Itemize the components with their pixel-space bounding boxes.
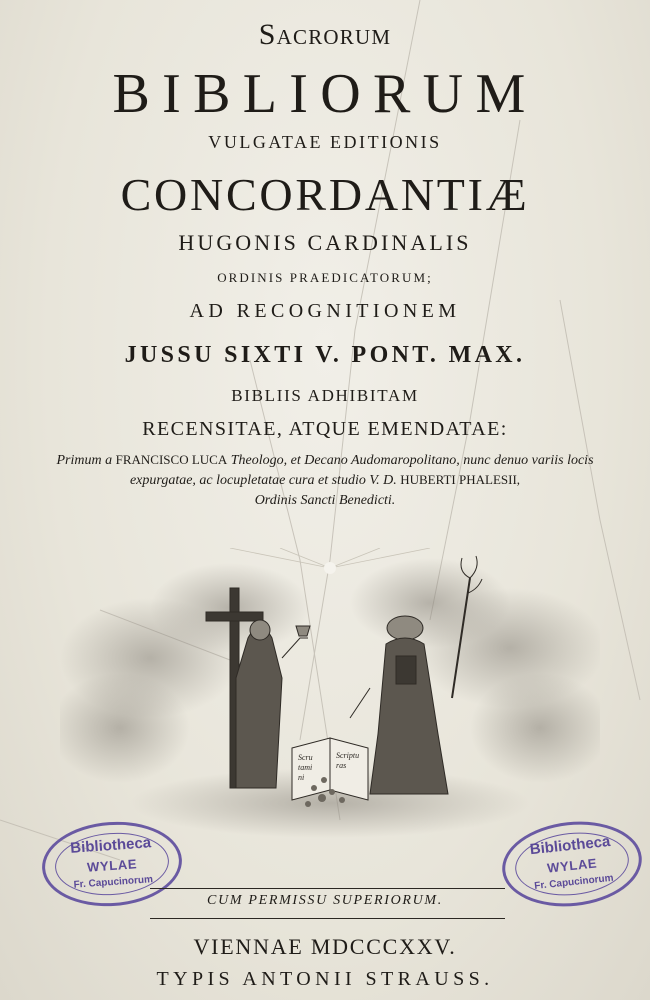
title-line-hugonis: HUGONIS CARDINALIS	[178, 230, 472, 255]
stamp-left-line-1: Bibliotheca	[69, 834, 152, 857]
stamp-right-line-3: Fr. Capucinorum	[533, 872, 615, 893]
book-word-left-3: ni	[298, 773, 305, 782]
title-line-vulgatae: VULGATAE EDITIONIS	[208, 132, 442, 152]
imprint-printer: TYPIS ANTONII STRAUSS.	[156, 968, 494, 990]
title-line-bibliorum: BIBLIORUM	[112, 63, 538, 125]
editor-line-2: expurgatae, ac locupletatae cura et studio V. D. HUBERTI PHALESII,	[129, 472, 521, 488]
rule-bottom	[150, 918, 505, 919]
stamp-left-line-3: Fr. Capucinorum	[73, 874, 154, 891]
rule-top	[150, 888, 505, 889]
title-line-sacrorum: Sacrorum	[258, 18, 392, 51]
book-word-left-1: Scru	[298, 753, 313, 762]
title-line-jussu-sixti: JUSSU SIXTI V. PONT. MAX.	[124, 342, 526, 368]
editor-line-3: Ordinis Sancti Benedicti.	[254, 493, 396, 508]
cloud-shapes	[60, 558, 600, 838]
title-line-ordinis: ORDINIS PRAEDICATORUM;	[217, 270, 433, 285]
imprint-place-date: VIENNAE MDCCCXXV.	[193, 934, 457, 959]
book-word-right-1: Scriptu	[336, 751, 360, 760]
title-line-recensitae: RECENSITAE, ATQUE EMENDATAE:	[142, 418, 508, 440]
stamp-left-line-2: WYLAE	[86, 856, 138, 875]
book-word-left-2: tami	[298, 763, 313, 772]
permission-line: CUM PERMISSU SUPERIORUM.	[207, 893, 443, 908]
title-line-recognitionem: AD RECOGNITIONEM	[189, 300, 461, 322]
engraved-vignette	[60, 548, 600, 838]
stamp-right-line-2: WYLAE	[546, 855, 598, 876]
stamp-right-line-1: Bibliotheca	[528, 832, 612, 859]
book-word-right-2: ras	[336, 761, 347, 770]
title-line-bibliis: BIBLIIS ADHIBITAM	[231, 386, 419, 405]
title-line-concordantiae: CONCORDANTIÆ	[120, 169, 530, 220]
editor-line-1: Primum a FRANCISCO LUCA Theologo, et Decano Audomaropolitano, nunc denuo variis locis	[56, 452, 594, 468]
